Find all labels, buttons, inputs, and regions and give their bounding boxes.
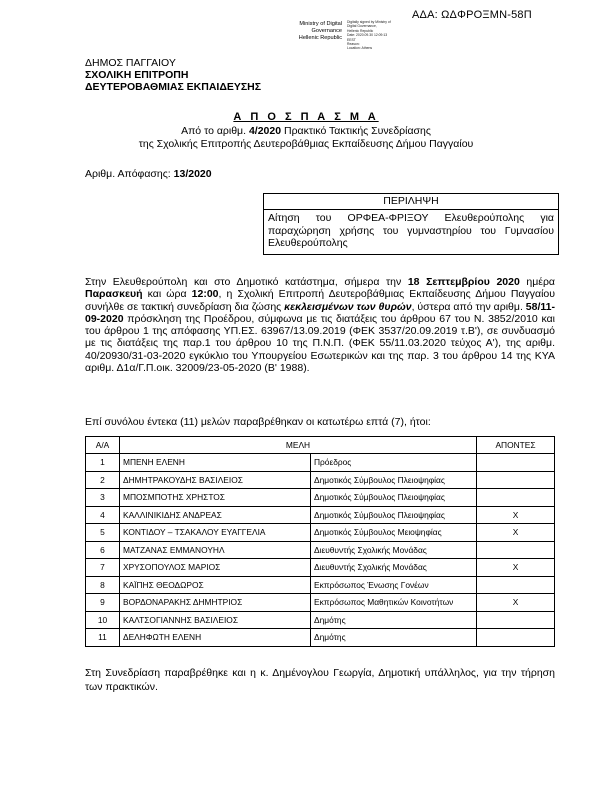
member-name: ΔΕΛΗΦΩΤΗ ΕΛΕΝΗ	[120, 629, 311, 647]
summary-box	[263, 193, 559, 255]
meeting-day: Παρασκευή	[85, 288, 143, 301]
table-row	[86, 454, 555, 472]
row-number: 11	[86, 629, 120, 647]
member-name: ΚΑΪΠΗΣ ΘΕΟΔΩΡΟΣ	[120, 576, 311, 594]
member-name: ΚΟΝΤΙΔΟΥ – ΤΣΑΚΑΛΟΥ ΕΥΑΓΓΕΛΙΑ	[120, 524, 311, 542]
member-name: ΒΟΡΔΟΝΑΡΑΚΗΣ ΔΗΜΗΤΡΙΟΣ	[120, 594, 311, 612]
organization-header	[85, 57, 261, 93]
document-subtitle	[0, 125, 612, 151]
absent-mark: Χ	[477, 506, 555, 524]
row-number: 5	[86, 524, 120, 542]
meeting-date: 18 Σεπτεμβρίου 2020	[407, 276, 520, 288]
member-role: Διευθυντής Σχολικής Μονάδας	[311, 541, 477, 559]
table-row	[86, 629, 555, 647]
signature-detail-line: Digitally signed by Ministry of	[347, 20, 391, 24]
digital-signature-details	[347, 20, 417, 51]
member-name: ΔΗΜΗΤΡΑΚΟΥΔΗΣ ΒΑΣΙΛΕΙΟΣ	[120, 471, 311, 489]
signature-detail-line: EEST	[347, 37, 356, 42]
minutes-number: 4/2020	[248, 125, 282, 137]
absent-mark	[477, 576, 555, 594]
meeting-time: 12:00	[191, 288, 219, 301]
row-number: 2	[86, 471, 120, 489]
absent-mark	[477, 541, 555, 559]
table-row	[86, 506, 555, 524]
member-role: Πρόεδρος	[311, 454, 477, 472]
meeting-paragraph	[85, 276, 555, 374]
invitation-number: 58/11-09-2020	[85, 300, 555, 325]
member-role: Δημοτικός Σύμβουλος Μειοψηφίας	[311, 524, 477, 542]
member-role: Δημοτικός Σύμβουλος Πλειοψηφίας	[311, 506, 477, 524]
member-name: ΜΑΤΖΑΝΑΣ ΕΜΜΑΝΟΥΗΛ	[120, 541, 311, 559]
absent-mark: Χ	[477, 594, 555, 612]
table-row	[86, 611, 555, 629]
body-text: Στην Ελευθερούπολη και στο Δημοτικό κατάστημα, σήμερα την	[85, 276, 408, 288]
member-name: ΚΑΛΤΣΟΓΙΑΝΝΗΣ ΒΑΣΙΛΕΙΟΣ	[120, 611, 311, 629]
absent-mark	[477, 629, 555, 647]
members-table	[85, 436, 555, 647]
member-role: Διευθυντής Σχολικής Μονάδας	[311, 559, 477, 577]
member-role: Εκπρόσωπος Ένωσης Γονέων	[311, 576, 477, 594]
members-count-line: Επί συνόλου έντεκα (11) μελών παραβρέθηκαν οι κατωτέρω επτά (7), ήτοι:	[85, 416, 431, 428]
summary-text: Αίτηση του ΟΡΦΕΑ-ΦΡΙΞΟΥ Ελευθερούπολης για παραχώρηση χρήσης του γυμναστηρίου του Γυμνασίου Ελευθερούπολης	[268, 212, 554, 249]
table-row	[86, 541, 555, 559]
org-municipality: ΔΗΜΟΣ ΠΑΓΓΑΙΟΥ	[85, 57, 176, 69]
absent-mark	[477, 471, 555, 489]
digital-signature-issuer	[290, 21, 342, 42]
row-number: 3	[86, 489, 120, 507]
member-role: Δημότης	[311, 629, 477, 647]
absent-mark: Χ	[477, 559, 555, 577]
header-aa: Α/Α	[86, 437, 120, 454]
member-role: Εκπρόσωπος Μαθητικών Κοινοτήτων	[311, 594, 477, 612]
subtitle-text: Πρακτικό Τακτικής Συνεδρίασης	[281, 125, 431, 137]
row-number: 1	[86, 454, 120, 472]
closing-paragraph: Στη Συνεδρίαση παραβρέθηκε και η κ. Δημένογλου Γεωργία, Δημοτική υπάλληλος, για την τήρηση των πρακτικών.	[85, 667, 555, 693]
member-role: Δημοτικός Σύμβουλος Πλειοψηφίας	[311, 489, 477, 507]
header-members: ΜΕΛΗ	[120, 437, 477, 454]
org-education-level: ΔΕΥΤΕΡΟΒΑΘΜΙΑΣ ΕΚΠΑΙΔΕΥΣΗΣ	[85, 81, 262, 93]
row-number: 4	[86, 506, 120, 524]
body-text: ημέρα	[519, 276, 556, 288]
member-role: Δημότης	[311, 611, 477, 629]
member-name: ΜΠΟΣΜΠΟΤΗΣ ΧΡΗΣΤΟΣ	[120, 489, 311, 507]
signature-detail-line: Date: 2020.09.30 12:09:13	[347, 33, 388, 38]
signature-issuer-line: Governance	[311, 28, 342, 34]
table-row	[86, 594, 555, 612]
signature-issuer-line: Ministry of Digital	[299, 21, 342, 27]
member-name: ΧΡΥΣΟΠΟΥΛΟΣ ΜΑΡΙΟΣ	[120, 559, 311, 577]
body-text: , η Σχολική Επιτροπή Δευτεροβάθμιας Εκπαίδευσης Δήμου Παγγαίου συνήλθε σε τακτική συνεδρίαση δια ζώσης	[85, 288, 555, 313]
table-row	[86, 559, 555, 577]
absent-mark	[477, 454, 555, 472]
member-role: Δημοτικός Σύμβουλος Πλειοψηφίας	[311, 471, 477, 489]
row-number: 8	[86, 576, 120, 594]
subtitle-committee: της Σχολικής Επιτροπής Δευτεροβάθμιας Εκπαίδευσης Δήμου Παγγαίου	[138, 138, 474, 150]
table-row	[86, 524, 555, 542]
member-name: ΜΠΕΝΗ ΕΛΕΝΗ	[120, 454, 311, 472]
signature-detail-line: Digital Governance,	[347, 24, 377, 29]
ada-code: ΑΔΑ: ΩΔΦΡΟΞΜΝ-58Π	[412, 9, 532, 21]
body-text: και ώρα	[142, 288, 192, 301]
member-name: ΚΑΛΛΙΝΙΚΙΔΗΣ ΑΝΔΡΕΑΣ	[120, 506, 311, 524]
header-absent: ΑΠΟΝΤΕΣ	[477, 437, 555, 454]
row-number: 6	[86, 541, 120, 559]
row-number: 10	[86, 611, 120, 629]
body-text: , ύστερα από την αριθμ.	[411, 300, 526, 313]
decision-number: 13/2020	[173, 168, 212, 180]
absent-mark	[477, 611, 555, 629]
table-row	[86, 576, 555, 594]
table-header-row	[86, 437, 555, 454]
closed-doors-text: κεκλεισμένων των θυρών	[284, 300, 412, 313]
body-text: πρόσκληση της Προέδρου, σύμφωνα με τις διατάξεις του άρθρου 67 του Ν. 3852/2010 και του άρθρου 1 της απόφασης ΥΠ.ΕΣ. 63967/13.09.2019 (ΦΕΚ 3537/20.09.2019 τ.Β'), σε συνδυασμό με τις διατάξεις της παρ.1 του άρθρου 10 της Π.Ν.Π. (ΦΕΚ 55/11.03.2020 τεύχος Α'), της αριθμ. 40/20930/31-03-2020 εγκύκλιο του Υπουργείου Εσωτερικών και της παρ. 3 του άρθρου 14 της ΚΥΑ αριθμ. Δ1α/Γ.Π.οικ. 32009/23-05-2020 (Β' 1988).	[85, 312, 555, 375]
subtitle-text: Από το αριθμ.	[181, 125, 249, 137]
signature-detail-line: Hellenic Republic	[347, 28, 374, 33]
signature-issuer-line: Hellenic Republic	[298, 35, 342, 41]
table-row	[86, 489, 555, 507]
document-title: Α Π Ο Σ Π Α Σ Μ Α	[233, 111, 379, 123]
decision-label: Αριθμ. Απόφασης:	[85, 168, 174, 180]
row-number: 7	[86, 559, 120, 577]
signature-detail-line: Location: Athens	[347, 46, 373, 51]
decision-number-line	[85, 168, 212, 180]
table-row	[86, 471, 555, 489]
org-committee: ΣΧΟΛΙΚΗ ΕΠΙΤΡΟΠΗ	[85, 69, 189, 81]
row-number: 9	[86, 594, 120, 612]
absent-mark: Χ	[477, 524, 555, 542]
signature-detail-line: Reason:	[347, 42, 360, 47]
summary-heading: ΠΕΡΙΛΗΨΗ	[264, 194, 558, 210]
absent-mark	[477, 489, 555, 507]
